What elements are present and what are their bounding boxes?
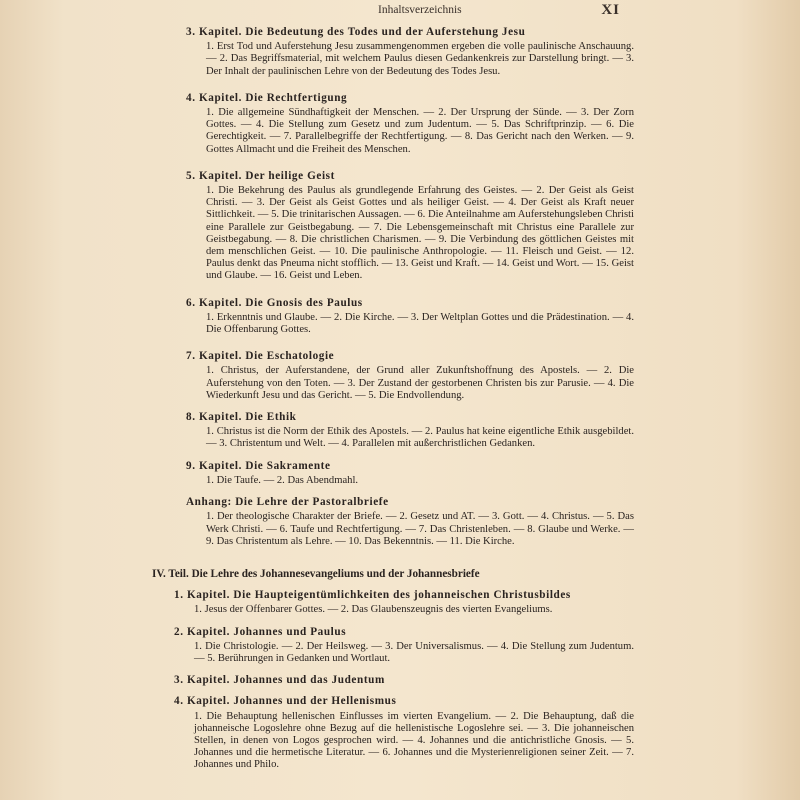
chapter-sections: 1. Die Bekehrung des Paulus als grundlegende Erfahrung des Geistes. — 2. Der Geist als Geist Christi. — 3. Der Geist als Geist Gottes und als heiliger Geist. — 4. Der Geist als Kraft neuer Sittlichkeit. — 5. Die trinitarischen Aussagen. — 6. Die Anteilnahme am Auferstehungsleben Christi eine Parallele zur Geistbegabung. — 7. Die Lebensgemeinschaft mit Christus eine Parallele zur Geistbegabung. — 8. Die christlichen Charismen. — 9. Die Verbindung des göttlichen Geistes mit dem menschlichen Geist. — 10. Die paulinische Anthropologie. — 11. Fleisch und Geist. — 12. Paulus denkt das Pneuma nicht stofflich. — 13. Geist und Kraft. — 14. Geist und Wort. — 15. Geist und Glaube. — 16. Geist und Leben.: [206, 185, 634, 282]
toc-entry-chapter-4: [186, 92, 634, 156]
chapter-title: 3. Kapitel. Johannes und das Judentum: [174, 674, 385, 687]
toc-entry-chapter-5: [186, 170, 634, 283]
chapter-title: 6. Kapitel. Die Gnosis des Paulus: [186, 296, 363, 309]
chapter-title: 4. Kapitel. Die Rechtfertigung: [186, 91, 348, 104]
chapter-title: Anhang: Die Lehre der Pastoralbriefe: [186, 496, 389, 509]
toc-entry-part4-chapter-1: [174, 589, 634, 616]
chapter-title: 2. Kapitel. Johannes und Paulus: [174, 625, 347, 638]
running-head: Inhaltsverzeichnis: [378, 4, 462, 16]
chapter-sections: 1. Erst Tod und Auferstehung Jesu zusammengenommen ergeben die volle paulinische Anschauung. — 2. Das Begriffsmaterial, mit welchem Paulus diesen Gedankenkreis zur Darstellung bringt. — 3. Der Inhalt der paulinischen Lehre von der Bedeutung des Todes Jesu.: [206, 41, 634, 77]
toc-entry-part4-chapter-4: [174, 695, 634, 771]
toc-entry-appendix: [186, 496, 634, 548]
toc-entry-chapter-9: [186, 460, 634, 487]
chapter-title: 4. Kapitel. Johannes und der Hellenismus: [174, 695, 397, 708]
chapter-title: 8. Kapitel. Die Ethik: [186, 411, 297, 424]
chapter-sections: 1. Christus, der Auferstandene, der Grund aller Zukunftshoffnung des Apostels. — 2. Die Auferstehung von den Toten. — 3. Der Zustand der gestorbenen Christen bis zur Parusie. — 4. Die Wiederkunft Jesu und das Gericht. — 5. Die Endvollendung.: [206, 365, 634, 401]
chapter-title: 3. Kapitel. Die Bedeutung des Todes und der Auferstehung Jesu: [186, 26, 526, 38]
chapter-sections: 1. Der theologische Charakter der Briefe. — 2. Gesetz und AT. — 3. Gott. — 4. Christus. — 5. Das Werk Christi. — 6. Taufe und Rechtfertigung. — 7. Das Christenleben. — 8. Glaube und Werke. — 9. Das Christentum als Lehre. — 10. Das Bekenntnis. — 11. Die Kirche.: [206, 511, 634, 547]
chapter-title: 7. Kapitel. Die Eschatologie: [186, 350, 335, 363]
toc-entry-chapter-3: [186, 26, 634, 78]
toc-entry-chapter-6: [186, 297, 634, 337]
page-header: [0, 4, 800, 22]
page-number: XI: [601, 2, 620, 18]
chapter-title: 1. Kapitel. Die Haupteigentümlichkeiten des johanneischen Christusbildes: [174, 589, 571, 602]
chapter-sections: 1. Die Christologie. — 2. Der Heilsweg. — 3. Der Universalismus. — 4. Die Stellung zum Judentum. — 5. Berührungen in Gedanken und Wortlaut.: [194, 640, 634, 664]
chapter-sections: 1. Die allgemeine Sündhaftigkeit der Menschen. — 2. Der Ursprung der Sünde. — 3. Der Zorn Gottes. — 4. Die Stellung zum Gesetz und zum Judentum. — 5. Das Schriftprinzip. — 6. Die Gerechtigkeit. — 7. Parallelbegriffe der Rechtfertigung. — 8. Das Gericht nach den Werken. — 9. Gottes Allmacht und die Freiheit des Menschen.: [206, 107, 634, 155]
chapter-title: 5. Kapitel. Der heilige Geist: [186, 169, 335, 182]
toc-entry-part4-chapter-3: [174, 674, 634, 687]
chapter-sections: 1. Jesus der Offenbarer Gottes. — 2. Das Glaubenszeugnis des vierten Evangeliums.: [194, 604, 553, 616]
chapter-sections: 1. Christus ist die Norm der Ethik des Apostels. — 2. Paulus hat keine eigentliche Ethik ausgebildet. — 3. Christentum und Welt. — 4. Parallelen mit außerchristlichen Gedanken.: [206, 426, 634, 450]
chapter-sections: 1. Erkenntnis und Glaube. — 2. Die Kirche. — 3. Der Weltplan Gottes und die Prädestination. — 4. Die Offenbarung Gottes.: [206, 311, 634, 336]
chapter-sections: 1. Die Behauptung hellenischen Einflusses im vierten Evangelium. — 2. Die Behauptung, daß die johanneische Logoslehre ohne Bezug auf die hellenistische Logoslehre sei. — 3. Die johanneischen Stellen, in denen von Logos gesprochen wird. — 4. Johannes und die antichristliche Gnosis. — 5. Johannes und die hermetische Literatur. — 6. Johannes und die Mysterienreligionen seiner Zeit. — 7. Johannes und Philo.: [194, 710, 634, 771]
toc-entry-part4-chapter-2: [174, 625, 634, 666]
chapter-sections: 1. Die Taufe. — 2. Das Abendmahl.: [206, 474, 359, 486]
toc-entry-chapter-8: [186, 411, 634, 451]
toc-entry-chapter-7: [186, 350, 634, 402]
chapter-title: 9. Kapitel. Die Sakramente: [186, 459, 331, 472]
part-title: IV. Teil. Die Lehre des Johannesevangeliums und der Johannesbriefe: [152, 567, 480, 580]
table-of-contents: [152, 22, 634, 772]
